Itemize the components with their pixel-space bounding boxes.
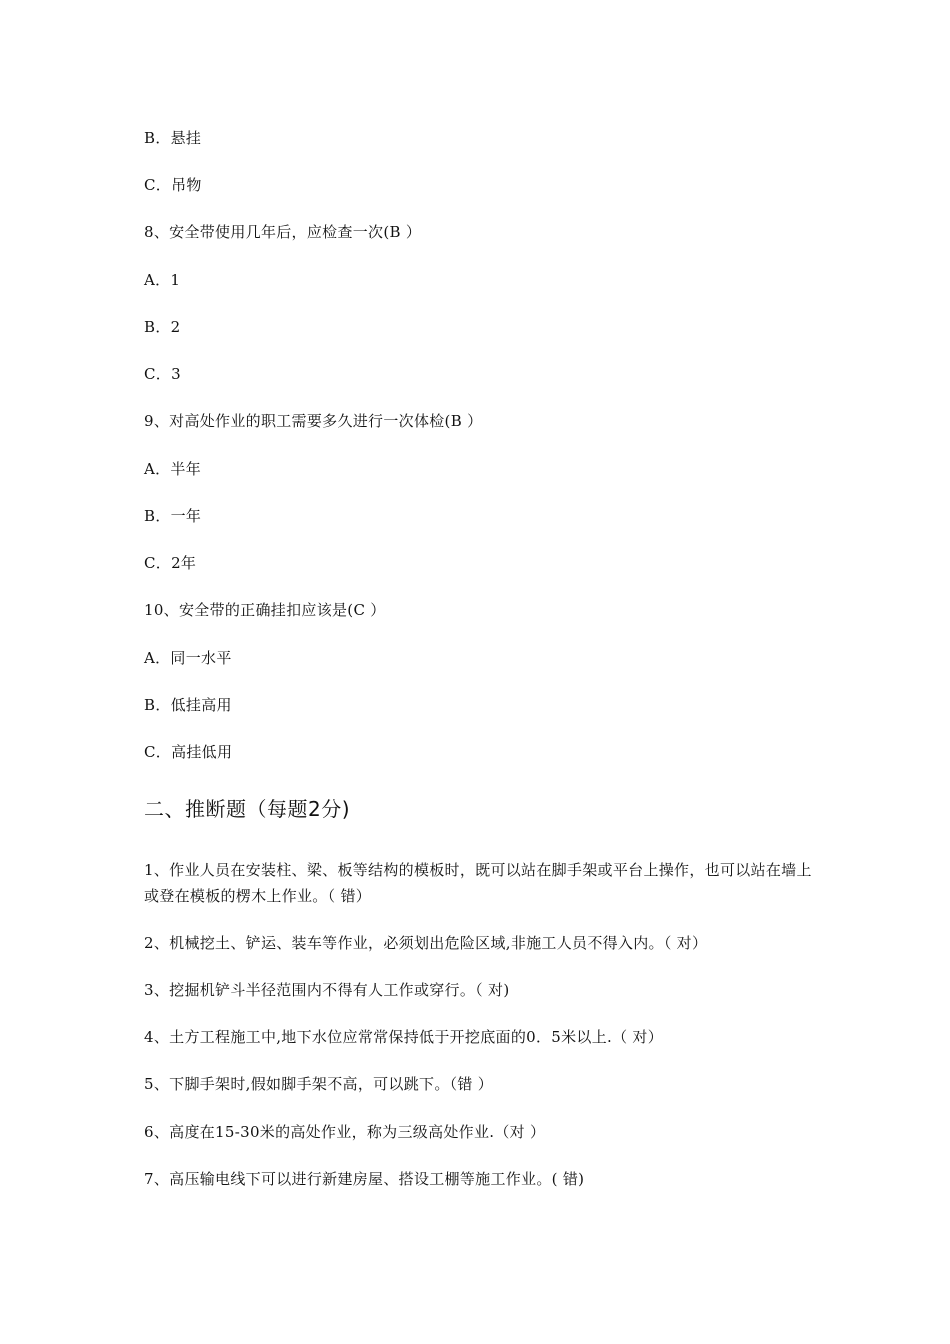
q9-option-b: B．一年 [144,507,202,525]
q8-question: 8、安全带使用几年后，应检查一次(B ） [144,223,422,241]
tf-item-3: 3、挖掘机铲斗半径范围内不得有人工作或穿行。（ 对) [144,981,510,999]
q8-option-a: A．1 [144,271,181,289]
tf-item-2: 2、机械挖土、铲运、装车等作业，必须划出危险区域,非施工人员不得入内。（ 对） [144,934,708,952]
q10-question: 10、安全带的正确挂扣应该是(C ） [144,601,386,619]
q9-question: 9、对高处作业的职工需要多久进行一次体检(B ） [144,412,483,430]
tf-item-1: 1、作业人员在安装柱、梁、板等结构的模板时，既可以站在脚手架或平台上操作，也可以站在墙上或登在模板的楞木上作业。（ 错） [144,861,812,905]
q10-option-c: C．高挂低用 [144,743,233,761]
q10-option-a: A．同一水平 [144,649,232,667]
q9-option-c: C．2年 [144,554,197,572]
q8-option-c: C．3 [144,365,181,383]
q8-option-b: B．2 [144,318,181,336]
q7-option-c: C．吊物 [144,176,202,194]
tf-item-5: 5、下脚手架时,假如脚手架不高，可以跳下。（错 ） [144,1075,494,1093]
tf-item-4: 4、土方工程施工中,地下水位应常常保持低于开挖底面的0．5米以上.（ 对） [144,1028,664,1046]
q9-option-a: A．半年 [144,460,202,478]
q10-option-b: B．低挂高用 [144,696,232,714]
section-heading-true-false: 二、推断题（每题2分) [144,797,351,821]
tf-item-6: 6、高度在15-30米的高处作业，称为三级高处作业.（对 ） [144,1123,546,1141]
q7-option-b: B．悬挂 [144,129,202,147]
tf-item-7: 7、高压输电线下可以进行新建房屋、搭设工棚等施工作业。( 错) [144,1170,585,1188]
